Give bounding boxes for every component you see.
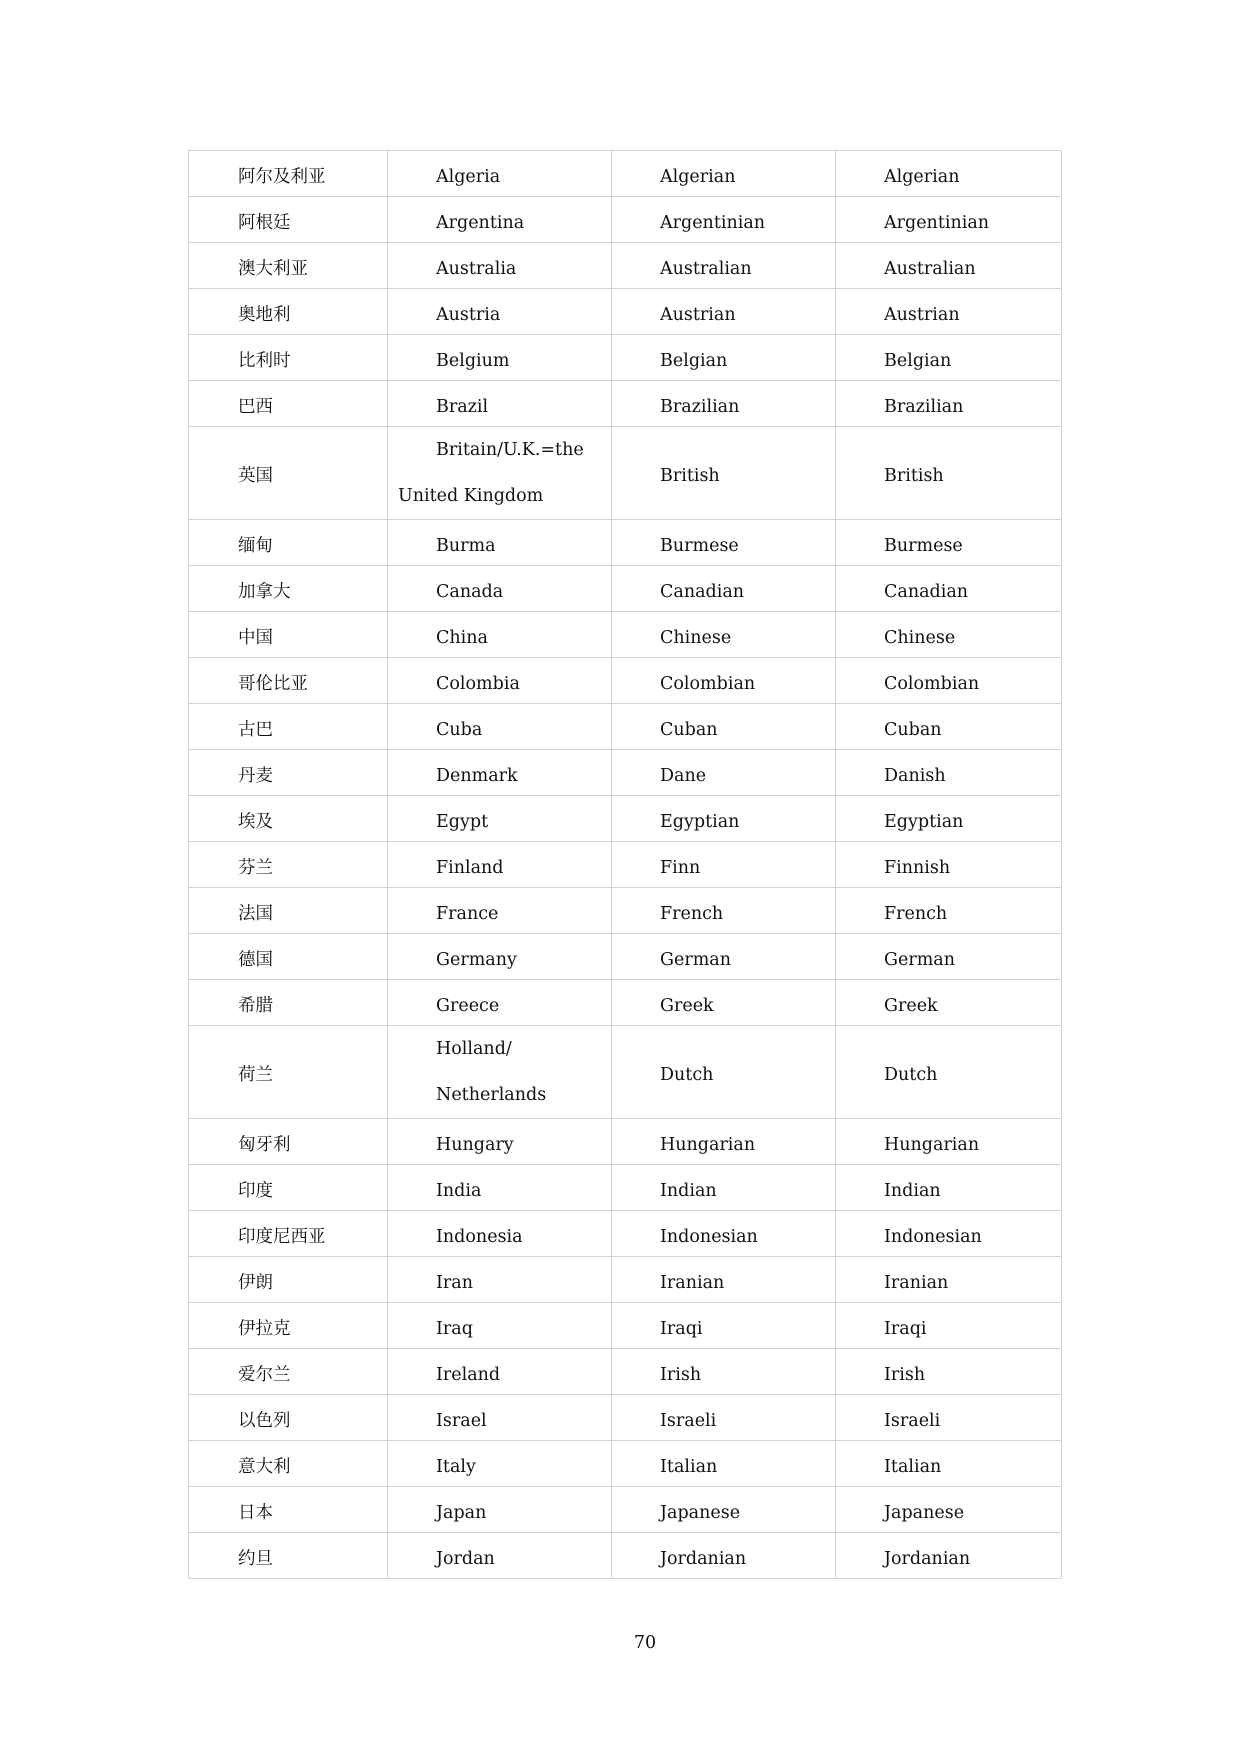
noun-cell: [612, 289, 836, 335]
country-name: China: [436, 627, 488, 648]
noun-cell: [612, 335, 836, 381]
chinese-name: 丹麦: [238, 765, 273, 786]
chinese-name-cell: [189, 888, 388, 934]
nationality-adjective: Greek: [884, 995, 938, 1016]
chinese-name: 埃及: [238, 811, 273, 832]
adjective-cell: [836, 658, 1062, 704]
country-name: Belgium: [436, 350, 510, 371]
adjective-cell: [836, 1257, 1062, 1303]
country-name: Iran: [436, 1272, 473, 1293]
chinese-name-cell: [189, 1257, 388, 1303]
nationality-noun: French: [660, 903, 724, 924]
nationality-noun: Cuban: [660, 719, 718, 740]
adjective-cell: [836, 566, 1062, 612]
chinese-name-cell: [189, 1349, 388, 1395]
table-row: [189, 289, 1062, 335]
adjective-cell: [836, 1395, 1062, 1441]
country-name: Denmark: [436, 765, 518, 786]
country-cell: [388, 427, 612, 520]
nationality-noun: Brazilian: [660, 396, 740, 417]
country-name: Indonesia: [436, 1226, 523, 1247]
noun-cell: [612, 566, 836, 612]
chinese-name-cell: [189, 1026, 388, 1119]
chinese-name: 以色列: [238, 1410, 291, 1431]
nationality-noun: Austrian: [660, 304, 736, 325]
chinese-name-cell: [189, 980, 388, 1026]
country-name: Italy: [436, 1456, 476, 1477]
country-name: Japan: [436, 1502, 487, 1523]
noun-cell: [612, 1441, 836, 1487]
table-row: [189, 1395, 1062, 1441]
table-row: [189, 1257, 1062, 1303]
chinese-name-cell: [189, 1441, 388, 1487]
country-cell: [388, 1165, 612, 1211]
country-cell: [388, 888, 612, 934]
nationality-adjective: Hungarian: [884, 1134, 980, 1155]
table-row: [189, 1303, 1062, 1349]
chinese-name-cell: [189, 612, 388, 658]
noun-cell: [612, 1211, 836, 1257]
nationality-noun: Dutch: [660, 1065, 714, 1085]
chinese-name-cell: [189, 151, 388, 197]
chinese-name-cell: [189, 289, 388, 335]
nationality-noun: Iranian: [660, 1272, 725, 1293]
noun-cell: [612, 842, 836, 888]
noun-cell: [612, 658, 836, 704]
noun-cell: [612, 1165, 836, 1211]
country-cell: [388, 151, 612, 197]
adjective-cell: [836, 1211, 1062, 1257]
chinese-name: 巴西: [238, 396, 273, 417]
adjective-cell: [836, 612, 1062, 658]
chinese-name-cell: [189, 796, 388, 842]
country-cell: [388, 243, 612, 289]
nationality-adjective: Chinese: [884, 627, 956, 648]
country-name: Cuba: [436, 719, 483, 740]
chinese-name-cell: [189, 1533, 388, 1579]
chinese-name-cell: [189, 427, 388, 520]
table-row: [189, 1533, 1062, 1579]
nationality-adjective: Egyptian: [884, 811, 964, 832]
chinese-name-cell: [189, 335, 388, 381]
country-name-line: United Kingdom: [398, 486, 544, 506]
country-cell: [388, 1026, 612, 1119]
country-name: Canada: [436, 581, 504, 602]
nationality-adjective: Danish: [884, 765, 946, 786]
chinese-name: 哥伦比亚: [238, 673, 308, 694]
table-row: [189, 520, 1062, 566]
table-row: [189, 243, 1062, 289]
chinese-name: 荷兰: [238, 1065, 273, 1085]
table-row: [189, 1119, 1062, 1165]
country-cell: [388, 1257, 612, 1303]
nationality-adjective: Burmese: [884, 535, 963, 556]
country-cell: [388, 980, 612, 1026]
chinese-name-cell: [189, 381, 388, 427]
table-row: [189, 1487, 1062, 1533]
country-name: Israel: [436, 1410, 487, 1431]
table-row: [189, 704, 1062, 750]
country-name: India: [436, 1180, 482, 1201]
chinese-name-cell: [189, 1211, 388, 1257]
table-row: [189, 934, 1062, 980]
noun-cell: [612, 888, 836, 934]
table-row: [189, 796, 1062, 842]
nationality-noun: Italian: [660, 1456, 718, 1477]
noun-cell: [612, 1119, 836, 1165]
country-name: Austria: [436, 304, 501, 325]
country-cell: [388, 520, 612, 566]
chinese-name: 法国: [238, 903, 273, 924]
chinese-name: 伊朗: [238, 1272, 273, 1293]
adjective-cell: [836, 1026, 1062, 1119]
nationality-table: [188, 150, 1062, 1579]
table-row: [189, 750, 1062, 796]
chinese-name: 古巴: [238, 719, 273, 740]
noun-cell: [612, 1533, 836, 1579]
table-row: [189, 566, 1062, 612]
country-cell: [388, 289, 612, 335]
chinese-name: 希腊: [238, 995, 273, 1016]
table-row: [189, 335, 1062, 381]
chinese-name: 中国: [238, 627, 273, 648]
chinese-name: 日本: [238, 1502, 273, 1523]
nationality-noun: Irish: [660, 1364, 702, 1385]
country-name-line: Holland/: [436, 1039, 512, 1059]
chinese-name: 伊拉克: [238, 1318, 291, 1339]
adjective-cell: [836, 1165, 1062, 1211]
nationality-noun: Israeli: [660, 1410, 717, 1431]
nationality-adjective: Belgian: [884, 350, 952, 371]
country-cell: [388, 1533, 612, 1579]
nationality-adjective: Iraqi: [884, 1318, 927, 1339]
country-cell: [388, 1303, 612, 1349]
chinese-name-cell: [189, 750, 388, 796]
chinese-name: 加拿大: [238, 581, 291, 602]
chinese-name: 奥地利: [238, 304, 291, 325]
country-cell: [388, 1395, 612, 1441]
page-number: 70: [633, 1633, 657, 1653]
nationality-noun: Indonesian: [660, 1226, 758, 1247]
noun-cell: [612, 796, 836, 842]
chinese-name: 爱尔兰: [238, 1364, 291, 1385]
nationality-adjective: German: [884, 949, 955, 970]
chinese-name-cell: [189, 842, 388, 888]
nationality-adjective: Austrian: [884, 304, 960, 325]
chinese-name: 匈牙利: [238, 1134, 291, 1155]
country-name: Australia: [436, 258, 517, 279]
nationality-adjective: Jordanian: [884, 1548, 971, 1569]
noun-cell: [612, 612, 836, 658]
table-row: [189, 1441, 1062, 1487]
country-cell: [388, 934, 612, 980]
chinese-name: 英国: [238, 466, 273, 486]
adjective-cell: [836, 704, 1062, 750]
noun-cell: [612, 427, 836, 520]
country-cell: [388, 842, 612, 888]
noun-cell: [612, 243, 836, 289]
nationality-adjective: Indonesian: [884, 1226, 982, 1247]
nationality-noun: Greek: [660, 995, 714, 1016]
table-row: [189, 197, 1062, 243]
nationality-noun: Indian: [660, 1180, 717, 1201]
adjective-cell: [836, 289, 1062, 335]
table-row: [189, 427, 1062, 520]
adjective-cell: [836, 980, 1062, 1026]
country-cell: [388, 612, 612, 658]
chinese-name-cell: [189, 704, 388, 750]
adjective-cell: [836, 1533, 1062, 1579]
nationality-noun: Iraqi: [660, 1318, 703, 1339]
nationality-adjective: Israeli: [884, 1410, 941, 1431]
noun-cell: [612, 750, 836, 796]
country-cell: [388, 750, 612, 796]
country-name: Greece: [436, 995, 500, 1016]
chinese-name-cell: [189, 658, 388, 704]
nationality-noun: Egyptian: [660, 811, 740, 832]
chinese-name: 印度: [238, 1180, 273, 1201]
table-row: [189, 1211, 1062, 1257]
nationality-noun: Dane: [660, 765, 707, 786]
nationality-adjective: Argentinian: [884, 212, 990, 233]
adjective-cell: [836, 1487, 1062, 1533]
country-name: Iraq: [436, 1318, 473, 1339]
noun-cell: [612, 197, 836, 243]
table-row: [189, 980, 1062, 1026]
chinese-name: 约旦: [238, 1548, 273, 1569]
country-name: Hungary: [436, 1134, 514, 1155]
noun-cell: [612, 980, 836, 1026]
nationality-adjective: Colombian: [884, 673, 980, 694]
adjective-cell: [836, 842, 1062, 888]
noun-cell: [612, 1257, 836, 1303]
country-cell: [388, 796, 612, 842]
noun-cell: [612, 151, 836, 197]
country-name: Germany: [436, 949, 517, 970]
noun-cell: [612, 1303, 836, 1349]
country-cell: [388, 1349, 612, 1395]
table-row: [189, 1026, 1062, 1119]
nationality-adjective: Japanese: [884, 1502, 965, 1523]
chinese-name-cell: [189, 934, 388, 980]
nationality-noun: Belgian: [660, 350, 728, 371]
country-cell: [388, 335, 612, 381]
table-row: [189, 658, 1062, 704]
nationality-noun: Hungarian: [660, 1134, 756, 1155]
country-name: Finland: [436, 857, 504, 878]
chinese-name: 阿根廷: [238, 212, 291, 233]
table-row: [189, 381, 1062, 427]
table-row: [189, 1165, 1062, 1211]
chinese-name-cell: [189, 1487, 388, 1533]
country-name: Burma: [436, 535, 496, 556]
adjective-cell: [836, 1441, 1062, 1487]
country-cell: [388, 566, 612, 612]
adjective-cell: [836, 796, 1062, 842]
nationality-adjective: British: [884, 466, 944, 486]
noun-cell: [612, 1395, 836, 1441]
nationality-adjective: French: [884, 903, 948, 924]
chinese-name: 澳大利亚: [238, 258, 308, 279]
nationality-noun: Algerian: [660, 166, 736, 187]
nationality-noun: Finn: [660, 857, 701, 878]
chinese-name-cell: [189, 1395, 388, 1441]
country-name: France: [436, 903, 499, 924]
adjective-cell: [836, 381, 1062, 427]
country-name: Argentina: [436, 212, 525, 233]
nationality-noun: Argentinian: [660, 212, 766, 233]
country-cell: [388, 1119, 612, 1165]
adjective-cell: [836, 151, 1062, 197]
chinese-name-cell: [189, 243, 388, 289]
country-name-line: Britain/U.K.=the: [436, 440, 584, 460]
adjective-cell: [836, 888, 1062, 934]
adjective-cell: [836, 750, 1062, 796]
chinese-name-cell: [189, 1119, 388, 1165]
table-row: [189, 888, 1062, 934]
chinese-name: 印度尼西亚: [238, 1226, 326, 1247]
country-cell: [388, 1487, 612, 1533]
nationality-noun: German: [660, 949, 731, 970]
adjective-cell: [836, 1349, 1062, 1395]
chinese-name: 芬兰: [238, 857, 273, 878]
noun-cell: [612, 704, 836, 750]
adjective-cell: [836, 243, 1062, 289]
table-row: [189, 842, 1062, 888]
noun-cell: [612, 1026, 836, 1119]
noun-cell: [612, 1349, 836, 1395]
chinese-name-cell: [189, 520, 388, 566]
nationality-adjective: Brazilian: [884, 396, 964, 417]
country-name: Colombia: [436, 673, 520, 694]
table-row: [189, 1349, 1062, 1395]
chinese-name-cell: [189, 566, 388, 612]
country-name: Ireland: [436, 1364, 501, 1385]
nationality-adjective: Irish: [884, 1364, 926, 1385]
nationality-noun: Burmese: [660, 535, 739, 556]
chinese-name: 德国: [238, 949, 273, 970]
nationality-adjective: Iranian: [884, 1272, 949, 1293]
nationality-adjective: Cuban: [884, 719, 942, 740]
nationality-adjective: Australian: [884, 258, 976, 279]
chinese-name-cell: [189, 1303, 388, 1349]
chinese-name: 意大利: [238, 1456, 291, 1477]
noun-cell: [612, 381, 836, 427]
country-name: Brazil: [436, 396, 489, 417]
country-name-line: Netherlands: [436, 1085, 547, 1105]
table-row: [189, 151, 1062, 197]
country-cell: [388, 197, 612, 243]
table-row: [189, 612, 1062, 658]
chinese-name: 缅甸: [238, 535, 273, 556]
adjective-cell: [836, 1119, 1062, 1165]
country-cell: [388, 704, 612, 750]
nationality-noun: Chinese: [660, 627, 732, 648]
noun-cell: [612, 934, 836, 980]
country-cell: [388, 1211, 612, 1257]
country-cell: [388, 1441, 612, 1487]
country-name: Algeria: [436, 166, 501, 187]
adjective-cell: [836, 934, 1062, 980]
adjective-cell: [836, 197, 1062, 243]
nationality-noun: Japanese: [660, 1502, 741, 1523]
nationality-adjective: Dutch: [884, 1065, 938, 1085]
nationality-adjective: Finnish: [884, 857, 951, 878]
adjective-cell: [836, 427, 1062, 520]
country-name: Jordan: [436, 1548, 495, 1569]
nationality-noun: Jordanian: [660, 1548, 747, 1569]
noun-cell: [612, 520, 836, 566]
adjective-cell: [836, 335, 1062, 381]
nationality-adjective: Indian: [884, 1180, 941, 1201]
chinese-name-cell: [189, 197, 388, 243]
country-cell: [388, 381, 612, 427]
nationality-noun: Colombian: [660, 673, 756, 694]
nationality-noun: Australian: [660, 258, 752, 279]
nationality-adjective: Algerian: [884, 166, 960, 187]
nationality-noun: Canadian: [660, 581, 745, 602]
nationality-adjective: Italian: [884, 1456, 942, 1477]
chinese-name-cell: [189, 1165, 388, 1211]
nationality-adjective: Canadian: [884, 581, 969, 602]
country-cell: [388, 658, 612, 704]
chinese-name: 比利时: [238, 350, 291, 371]
chinese-name: 阿尔及利亚: [238, 166, 326, 187]
adjective-cell: [836, 1303, 1062, 1349]
nationality-noun: British: [660, 466, 720, 486]
noun-cell: [612, 1487, 836, 1533]
country-name: Egypt: [436, 811, 489, 832]
adjective-cell: [836, 520, 1062, 566]
